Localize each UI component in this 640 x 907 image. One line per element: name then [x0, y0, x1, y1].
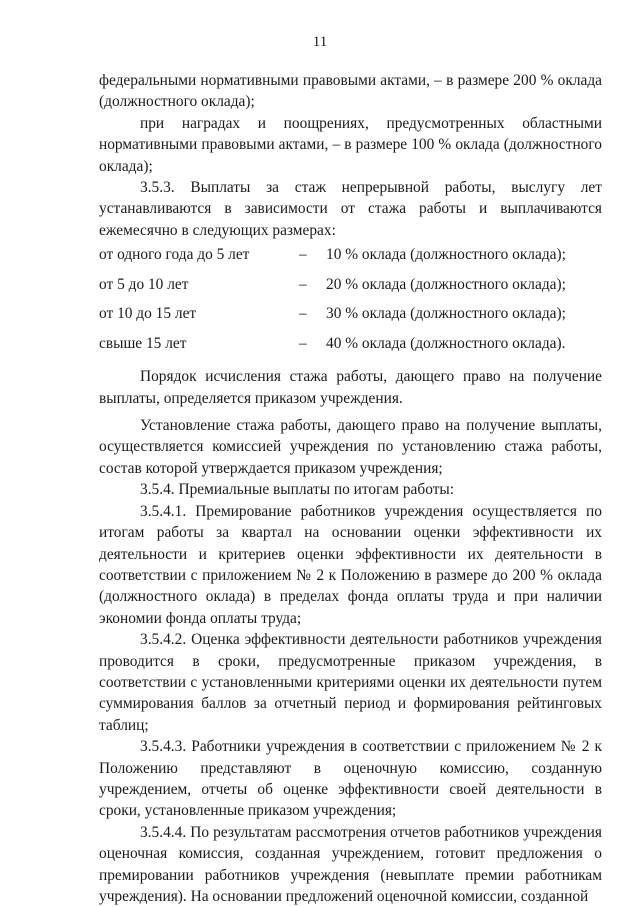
paragraph-regional-awards: при наградах и поощрениях, предусмотренных областными нормативными правовыми актами, – в размере 100 % оклада (должностного оклада);: [99, 114, 602, 175]
seniority-range: от 5 до 10 лет: [99, 275, 189, 293]
page-number: 11: [312, 34, 328, 50]
paragraph-federal-acts: федеральными нормативными правовыми актами, – в размере 200 % оклада (должностного оклада);: [99, 72, 602, 111]
paragraph-3-5-4-1: 3.5.4.1. Премирование работников учреждения осуществляется по итогам работы за квартал на основании оценки эффективности их деятельности и критериев оценки эффективности их деятельности в соответствии с приложением № 2 к Положению в размере до 200 % оклада (должностного оклада) в пределах фонда оплаты труда и при наличии экономии фонда оплаты труда;: [99, 502, 602, 627]
dash: –: [299, 305, 307, 323]
list-item: [99, 333, 602, 363]
seniority-list: [99, 244, 602, 362]
dash: –: [299, 275, 307, 293]
seniority-value: 40 % оклада (должностного оклада).: [326, 334, 566, 352]
paragraph-3-5-3: 3.5.3. Выплаты за стаж непрерывной работы, выслугу лет устанавливаются в зависимости от стажа работы и выплачиваются ежемесячно в следующих размерах:: [99, 179, 602, 239]
document-body: [99, 70, 602, 907]
seniority-value: 10 % оклада (должностного оклада);: [326, 246, 566, 264]
seniority-range: от 10 до 15 лет: [99, 305, 197, 323]
seniority-range: от одного года до 5 лет: [99, 246, 250, 264]
paragraph-3-5-4-3: 3.5.4.3. Работники учреждения в соответствии с приложением № 2 к Положению представляют в оценочную комиссию, созданную учреждением, отчеты об оценке эффективности своей деятельности в сроки, установленные приказом учреждения;: [99, 738, 602, 820]
list-item: [99, 303, 602, 333]
paragraph-3-5-4-4: 3.5.4.4. По результатам рассмотрения отчетов работников учреждения оценочная комиссия, созданная учреждением, готовит предложения о премировании работников учреждения (невыплате премии работникам учреждения). На основании предложений оценочной комиссии, созданной: [99, 823, 602, 905]
seniority-range: свыше 15 лет: [99, 334, 187, 352]
paragraph-seniority-commission: Установление стажа работы, дающего право на получение выплаты, осуществляется комиссией учреждения по установлению стажа работы, состав которой утверждается приказом учреждения;: [99, 417, 602, 477]
seniority-value: 20 % оклада (должностного оклада);: [326, 275, 566, 293]
list-item: [99, 244, 602, 274]
paragraph-seniority-calculation: Порядок исчисления стажа работы, дающего право на получение выплаты, определяется приказом учреждения.: [99, 368, 602, 407]
dash: –: [299, 246, 307, 264]
dash: –: [299, 334, 307, 352]
paragraph-3-5-4-2: 3.5.4.2. Оценка эффективности деятельности работников учреждения проводится в сроки, предусмотренные приказом учреждения, в соответствии с установленными критериями оценки их деятельности путем суммирования баллов за отчетный период и формирования рейтинговых таблиц;: [99, 631, 602, 734]
paragraph-3-5-4: 3.5.4. Премиальные выплаты по итогам работы:: [140, 481, 455, 499]
list-item: [99, 274, 602, 304]
seniority-value: 30 % оклада (должностного оклада);: [326, 305, 566, 323]
